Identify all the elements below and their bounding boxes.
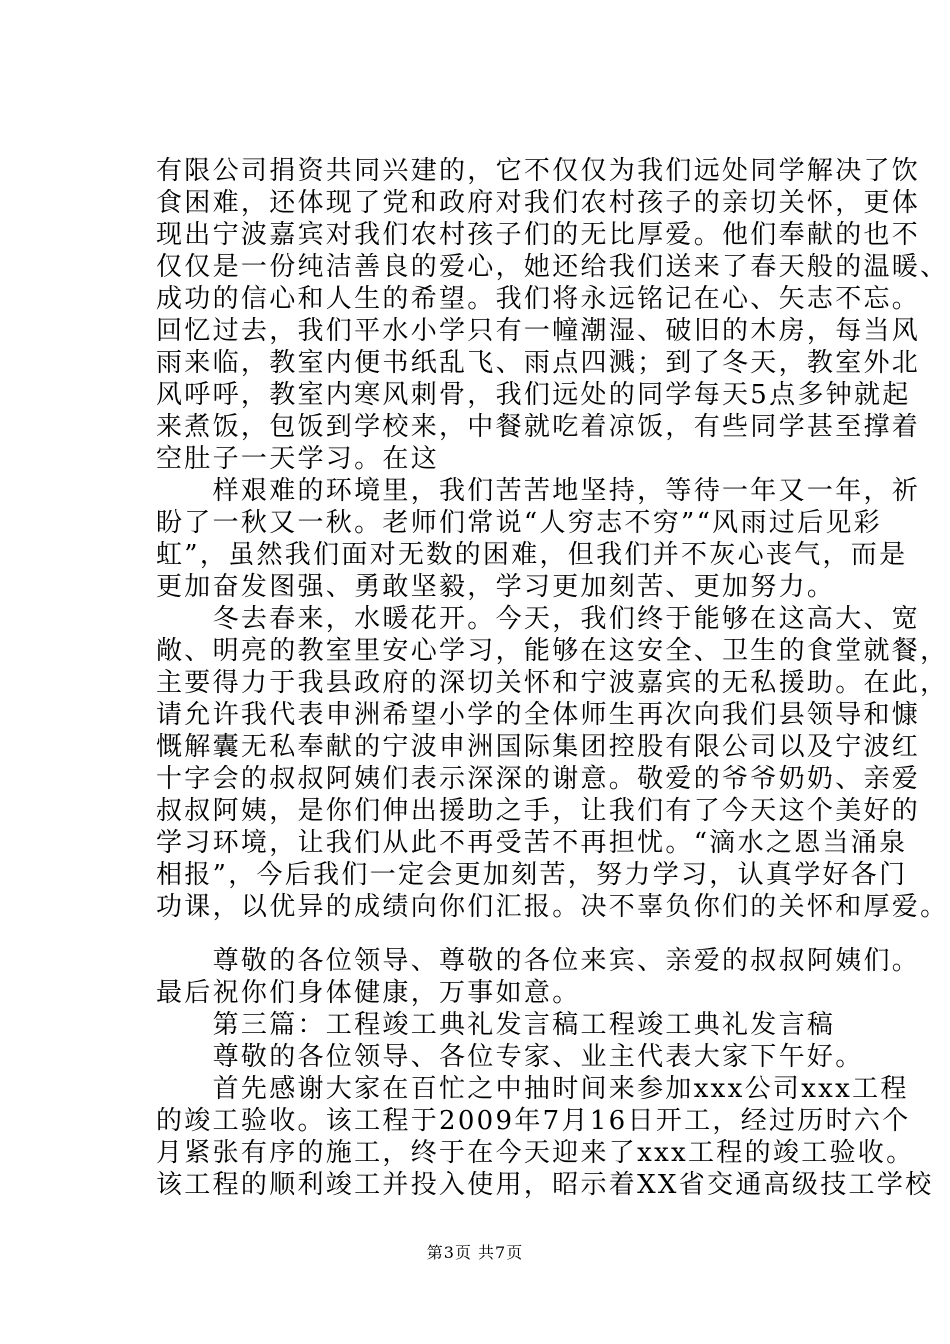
text-line: 尊敬的各位领导、各位专家、业主代表大家下午好。 bbox=[156, 1042, 864, 1072]
text-line: 来煮饭，包饭到学校来，中餐就吃着凉饭，有些同学甚至撑着 bbox=[156, 412, 921, 442]
text-line: 相报”，今后我们一定会更加刻苦，努力学习，认真学好各门 bbox=[156, 860, 908, 890]
text-line: 十字会的叔叔阿姨们表示深深的谢意。敬爱的爷爷奶奶、亲爱 bbox=[156, 764, 921, 794]
text-line: 慨解囊无私奉献的宁波申洲国际集团控股有限公司以及宁波红 bbox=[156, 732, 921, 762]
text-line: 盼了一秋又一秋。老师们常说“人穷志不穷”“风雨过后见彩 bbox=[156, 508, 882, 538]
text-line: 虹”，虽然我们面对无数的困难，但我们并不灰心丧气，而是 bbox=[156, 540, 908, 570]
paragraph-4 bbox=[156, 945, 934, 1201]
text-line: 有限公司捐资共同兴建的，它不仅仅为我们远处同学解决了饮 bbox=[156, 156, 921, 186]
text-line: 更加奋发图强、勇敢坚毅，学习更加刻苦、更加努力。 bbox=[156, 572, 836, 602]
text-line: 学习环境，让我们从此不再受苦不再担忧。“滴水之恩当涌泉 bbox=[156, 828, 908, 858]
text-line: 食困难，还体现了党和政府对我们农村孩子的亲切关怀，更体 bbox=[156, 188, 921, 218]
text-line: 首先感谢大家在百忙之中抽时间来参加xxx公司xxx工程 bbox=[156, 1074, 909, 1104]
text-line: 叔叔阿姨，是你们伸出援助之手，让我们有了今天这个美好的 bbox=[156, 796, 921, 826]
text-line: 请允许我代表申洲希望小学的全体师生再次向我们县领导和慷 bbox=[156, 700, 921, 730]
text-line: 月紧张有序的施工，终于在今天迎来了xxx工程的竣工验收。 bbox=[156, 1138, 915, 1168]
text-line: 主要得力于我县政府的深切关怀和宁波嘉宾的无私援助。在此， bbox=[156, 668, 949, 698]
text-line: 现出宁波嘉宾对我们农村孩子们的无比厚爱。他们奉献的也不 bbox=[156, 220, 921, 250]
text-line: 最后祝你们身体健康，万事如意。 bbox=[156, 978, 581, 1008]
text-line: 冬去春来，水暖花开。今天，我们终于能够在这高大、宽 bbox=[156, 604, 921, 634]
text-line: 成功的信心和人生的希望。我们将永远铭记在心、矢志不忘。 bbox=[156, 284, 921, 314]
text-line: 第三篇：工程竣工典礼发言稿工程竣工典礼发言稿 bbox=[156, 1010, 836, 1040]
paragraph-1 bbox=[156, 155, 949, 475]
paragraph-3 bbox=[156, 603, 949, 923]
page-number-footer: 第3页 共7页 bbox=[426, 1243, 524, 1262]
text-line: 尊敬的各位领导、尊敬的各位来宾、亲爱的叔叔阿姨们。 bbox=[156, 946, 921, 976]
text-line: 回忆过去，我们平水小学只有一幢潮湿、破旧的木房，每当风 bbox=[156, 316, 921, 346]
text-line: 功课，以优异的成绩向你们汇报。决不辜负你们的关怀和厚爱。 bbox=[156, 892, 949, 922]
text-line: 样艰难的环境里，我们苦苦地坚持，等待一年又一年，祈 bbox=[156, 476, 921, 506]
text-line: 空肚子一天学习。在这 bbox=[156, 444, 440, 474]
text-line: 雨来临，教室内便书纸乱飞、雨点四溅；到了冬天，教室外北 bbox=[156, 348, 921, 378]
text-line: 风呼呼，教室内寒风刺骨，我们远处的同学每天5点多钟就起 bbox=[156, 380, 911, 410]
text-line: 的竣工验收。该工程于2009年7月16日开工，经过历时六个 bbox=[156, 1106, 911, 1136]
text-line: 仅仅是一份纯洁善良的爱心，她还给我们送来了春天般的温暖、 bbox=[156, 252, 949, 282]
text-line: 该工程的顺利竣工并投入使用，昭示着XX省交通高级技工学校 bbox=[156, 1170, 934, 1200]
paragraph-2 bbox=[156, 475, 921, 603]
text-line: 敞、明亮的教室里安心学习，能够在这安全、卫生的食堂就餐， bbox=[156, 636, 949, 666]
